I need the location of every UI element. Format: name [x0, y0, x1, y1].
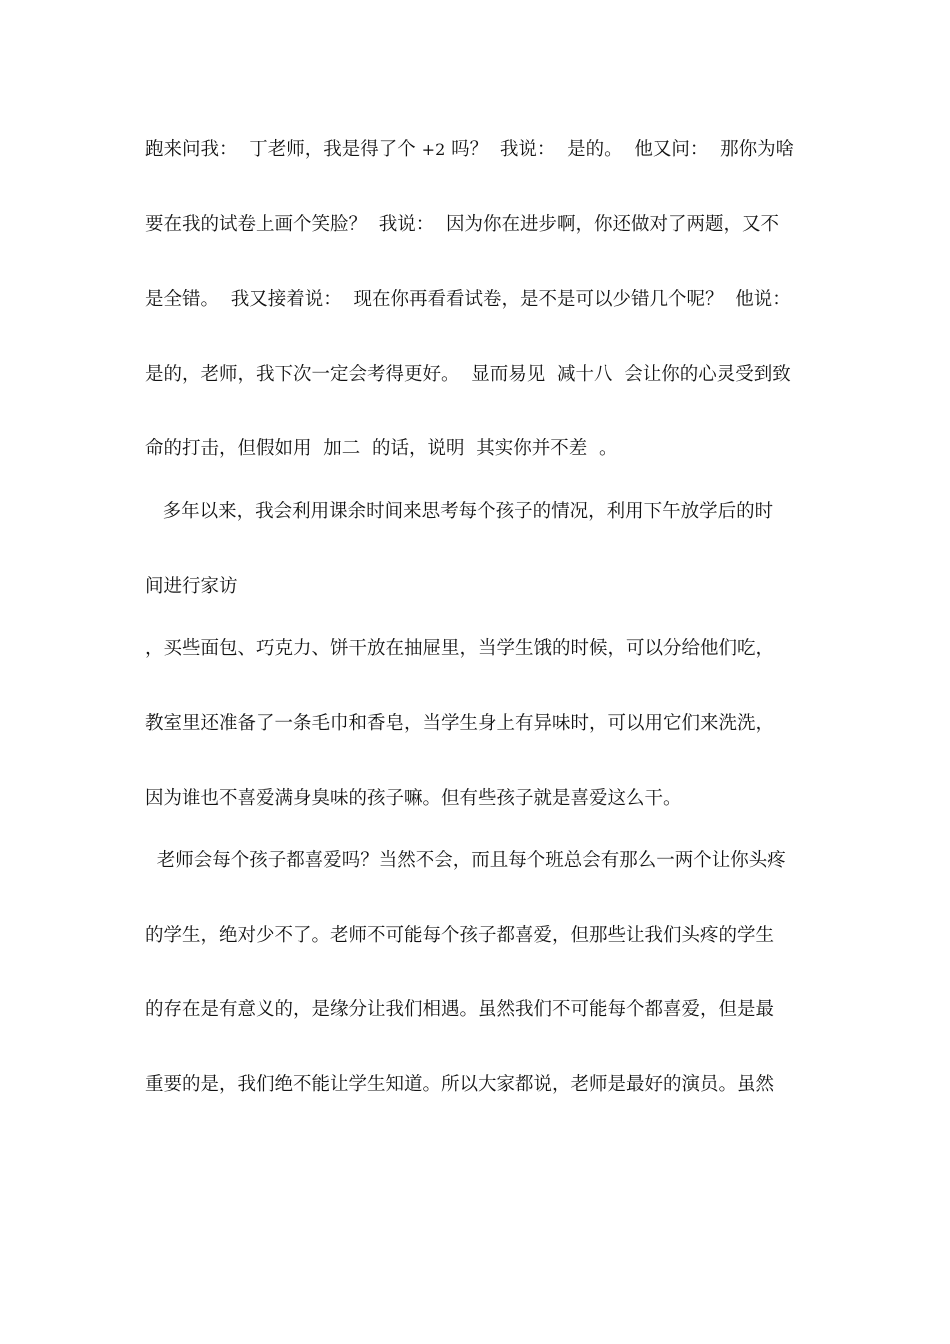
text-line-8: ，买些面包、巧克力、饼干放在抽屉里，当学生饿的时候，可以分给他们吃，: [145, 638, 775, 659]
text-line-7: 间进行家访: [145, 576, 238, 597]
text-line-10: 因为谁也不喜爱满身臭味的孩子嘛。但有些孩子就是喜爱这么干。: [145, 788, 682, 809]
text-line-1-start: 跑来问我： 丁老师，我是得了个: [145, 139, 422, 160]
text-line-4: 是的，老师，我下次一定会考得更好。 显而易见 减十八 会让你的心灵受到致: [145, 364, 791, 385]
score-value: +2: [421, 140, 446, 159]
text-line-1: [145, 138, 794, 162]
text-line-12: 的学生，绝对少不了。老师不可能每个孩子都喜爱，但那些让我们头疼的学生: [145, 925, 775, 946]
text-line-11: 老师会每个孩子都喜爱吗？当然不会，而且每个班总会有那么一两个让你头疼: [145, 850, 786, 871]
text-line-13: 的存在是有意义的，是缘分让我们相遇。虽然我们不可能每个都喜爱，但是最: [145, 999, 775, 1020]
text-line-2: 要在我的试卷上画个笑脸？ 我说： 因为你在进步啊，你还做对了两题，又不: [145, 214, 780, 235]
text-line-6: 多年以来，我会利用课余时间来思考每个孩子的情况，利用下午放学后的时: [145, 501, 774, 522]
text-line-14: 重要的是，我们绝不能让学生知道。所以大家都说，老师是最好的演员。虽然: [145, 1074, 775, 1095]
text-line-5: 命的打击，但假如用 加二 的话，说明 其实你并不差 。: [145, 438, 618, 459]
text-line-3: 是全错。 我又接着说： 现在你再看看试卷，是不是可以少错几个呢？ 他说：: [145, 289, 791, 310]
text-line-1-end: 吗？ 我说： 是的。 他又问： 那你为啥: [445, 139, 795, 160]
text-line-9: 教室里还准备了一条毛巾和香皂，当学生身上有异味时，可以用它们来洗洗，: [145, 713, 775, 734]
